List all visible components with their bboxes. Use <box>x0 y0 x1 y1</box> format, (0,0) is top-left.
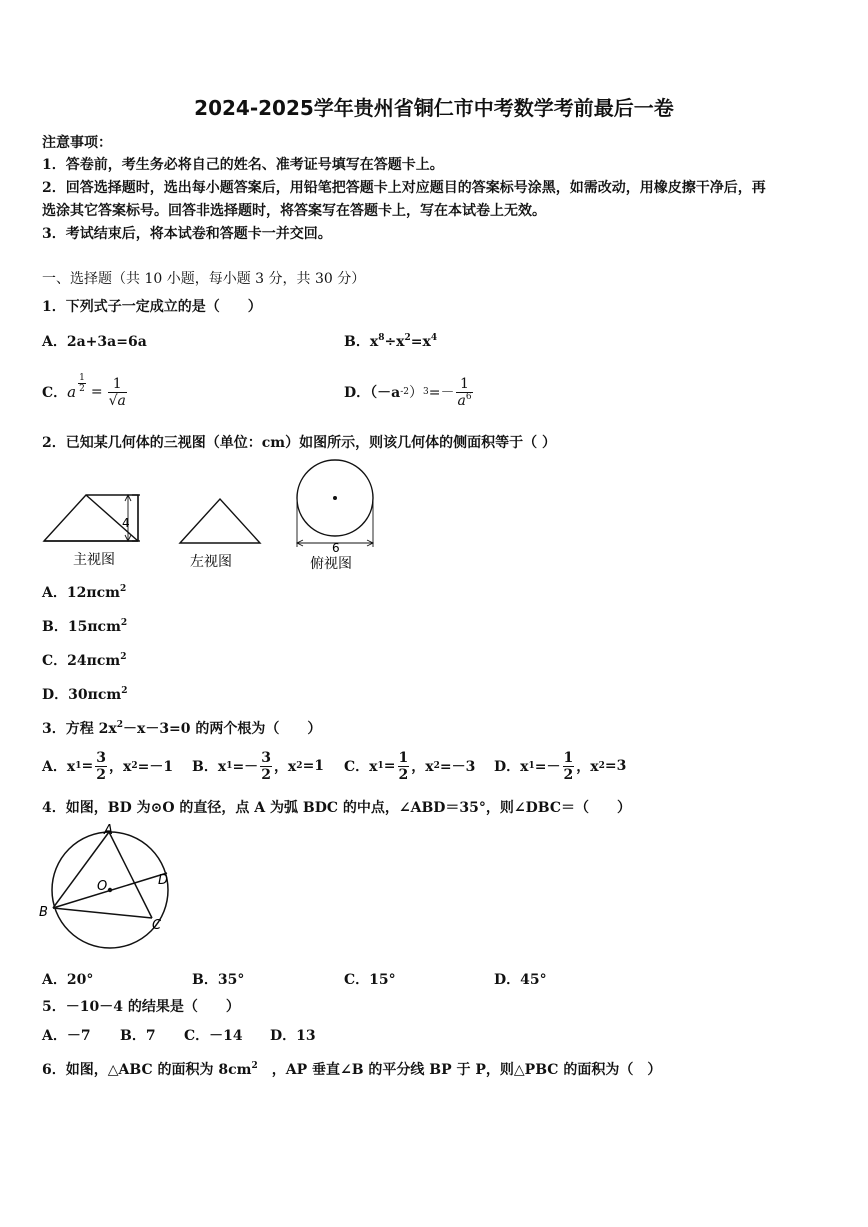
three-view-figure <box>40 455 390 575</box>
question-4-stem: 4．如图，BD 为⊙O 的直径，点 A 为弧 BDC 的中点，∠ABD＝35°，则∠DBC＝（ ） <box>42 800 632 816</box>
note-item: 1．答卷前，考生务必将自己的姓名、准考证号填写在答题卡上。 <box>42 157 444 173</box>
q1-option-a: A．2a+3a=6a <box>42 334 147 350</box>
question-1-stem: 1．下列式子一定成立的是（ ） <box>42 299 262 315</box>
notes-heading: 注意事项： <box>42 135 112 151</box>
label-d: D <box>158 873 169 888</box>
note-item: 3．考试结束后，将本试卷和答题卡一并交回。 <box>42 226 332 242</box>
q1-option-c: C． a $\frac{1}{2}$ = $\frac{1}{√a}$ <box>42 372 126 409</box>
q3-option-a: A．x 1 = $\frac{3}{2}$ ，x 2 =－1 <box>42 749 174 783</box>
center-point <box>108 888 112 892</box>
question-3-stem: 3．方程 $2x^2-x-3=0$ 的两个根为（ ） <box>42 720 322 737</box>
note-item: 选涂其它答案标号。回答非选择题时，将答案写在答题卡上，写在本试卷上无效。 <box>42 203 546 219</box>
chord-ba <box>53 832 109 908</box>
label-o: O <box>97 879 108 894</box>
q4-option-b: B．35° <box>192 972 245 988</box>
q3-option-c: C．x 1 = $\frac{1}{2}$ ，x 2 =－3 <box>344 749 476 783</box>
top-view-diagram <box>297 460 373 547</box>
q2-option-d: D．30πcm$^2$ <box>42 686 128 703</box>
question-2-stem: 2．已知某几何体的三视图（单位：cm）如图所示，则该几何体的侧面积等于（ ） <box>42 435 556 451</box>
circle-center-point <box>333 496 337 500</box>
width-label: 6 <box>332 541 340 555</box>
front-view-label: 主视图 <box>73 552 115 568</box>
top-view-label: 俯视图 <box>310 556 352 572</box>
q4-option-d: D．45° <box>494 972 547 988</box>
label-a: A <box>104 823 113 838</box>
height-label: 4 <box>122 516 130 530</box>
chord-bc <box>53 908 152 918</box>
question-6-stem: 6．如图，△ABC 的面积为 $8cm^2$ ，AP 垂直∠B 的平分线 BP 于 P，则△PBC 的面积为（ ） <box>42 1061 662 1078</box>
q3-option-b: B．x 1 =－ $\frac{3}{2}$ ，x 2 =1 <box>192 749 325 783</box>
q2-option-b: B．15πcm$^2$ <box>42 618 128 635</box>
q5-option-a: A．－7 <box>42 1028 91 1044</box>
q1-option-b: B．$x^8\div x^2=x^4$ <box>344 333 438 350</box>
left-view-label: 左视图 <box>190 554 232 570</box>
q3-option-d: D．x 1 =－ $\frac{1}{2}$ ，x 2 =3 <box>494 749 627 783</box>
label-c: C <box>152 918 162 933</box>
circle-geometry-figure <box>36 820 186 955</box>
q5-option-b: B．7 <box>120 1028 156 1044</box>
q4-option-a: A．20° <box>42 972 94 988</box>
label-b: B <box>39 905 48 920</box>
left-view-diagram <box>180 499 260 543</box>
q4-option-c: C．15° <box>344 972 396 988</box>
q5-option-d: D．13 <box>270 1028 316 1044</box>
q1-option-d: D．（－a -2 ） 3 =－ $\frac{1}{a^6}$ <box>344 375 472 409</box>
q2-option-c: C．24πcm$^2$ <box>42 652 127 669</box>
question-5-stem: 5．－10－4 的结果是（ ） <box>42 999 240 1015</box>
q2-option-a: A．12πcm$^2$ <box>42 584 127 601</box>
page-title: 2024-2025学年贵州省铜仁市中考数学考前最后一卷 <box>194 96 674 120</box>
section-heading: 一、选择题（共 10 小题，每小题 3 分，共 30 分） <box>42 271 366 287</box>
note-item: 2．回答选择题时，选出每小题答案后，用铅笔把答题卡上对应题目的答案标号涂黑，如需改动，用橡皮擦干净后，再 <box>42 180 766 196</box>
q5-option-c: C．－14 <box>184 1028 243 1044</box>
